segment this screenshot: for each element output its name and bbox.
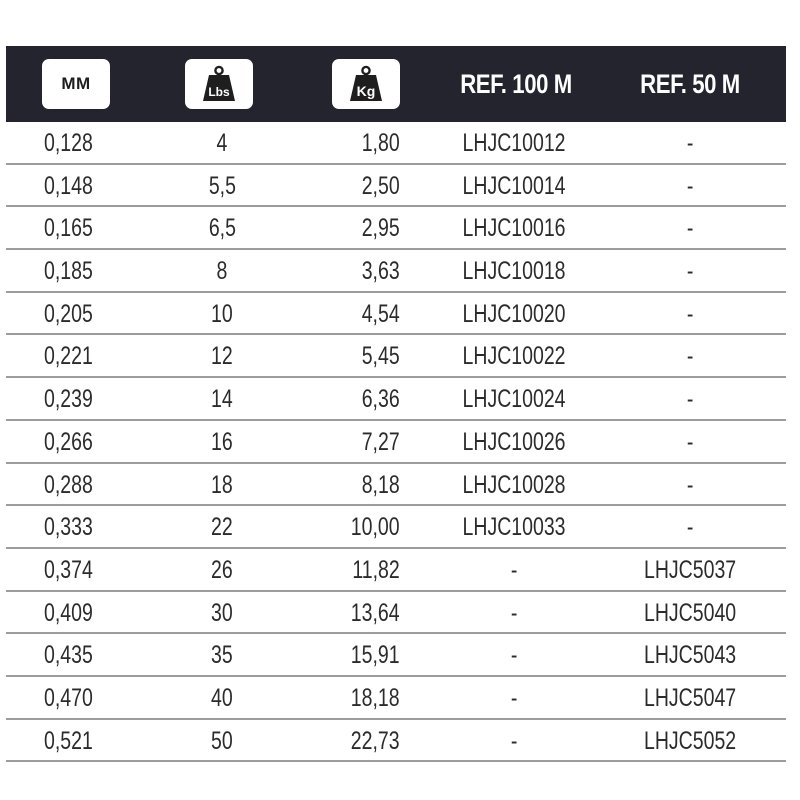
cell-ref-50m xyxy=(600,421,780,462)
cell-text: - xyxy=(686,129,694,157)
cell-ref-100m xyxy=(424,549,604,590)
cell-ref-100m xyxy=(424,592,604,633)
table-body xyxy=(6,122,786,762)
cell-strength-lbs xyxy=(172,293,272,334)
cell-text: 14 xyxy=(211,385,233,414)
table-row xyxy=(6,677,786,720)
cell-text: 0,148 xyxy=(44,171,93,200)
cell-ref-50m xyxy=(600,250,780,291)
table-row xyxy=(6,506,786,549)
cell-ref-50m xyxy=(600,165,780,206)
cell-text: 18,18 xyxy=(351,683,400,712)
cell-text: 50 xyxy=(211,726,233,755)
cell-text: 6,36 xyxy=(362,385,400,414)
cell-ref-100m xyxy=(424,506,604,547)
header-ref-100m: REF. 100 M xyxy=(460,69,572,99)
cell-strength-lbs xyxy=(172,677,272,718)
cell-ref-50m xyxy=(600,335,780,376)
table-row xyxy=(6,207,786,250)
cell-text: 8,18 xyxy=(362,470,400,499)
cell-text: - xyxy=(686,427,694,456)
cell-text: - xyxy=(686,299,694,328)
cell-diameter-mm xyxy=(44,592,124,633)
cell-text: 30 xyxy=(211,598,233,627)
cell-ref-50m xyxy=(600,207,780,248)
cell-strength-lbs xyxy=(172,592,272,633)
cell-text: LHJC5043 xyxy=(643,641,737,670)
table-row xyxy=(6,165,786,208)
header-ref-50m: REF. 50 M xyxy=(640,69,740,99)
table-header xyxy=(6,46,786,122)
cell-strength-kg xyxy=(300,549,400,590)
cell-ref-50m xyxy=(600,464,780,505)
table-row xyxy=(6,634,786,677)
cell-ref-50m xyxy=(600,122,780,163)
cell-text: 8 xyxy=(216,257,228,286)
cell-ref-100m xyxy=(424,421,604,462)
cell-text: LHJC10033 xyxy=(462,513,566,542)
lbs-icon-label: Lbs xyxy=(208,85,230,99)
cell-ref-50m xyxy=(600,720,780,761)
cell-text: LHJC5037 xyxy=(643,555,737,584)
table-row xyxy=(6,250,786,293)
cell-text: - xyxy=(686,214,694,243)
cell-text: 11,82 xyxy=(352,555,400,584)
cell-text: 0,185 xyxy=(44,257,93,286)
table-row xyxy=(6,464,786,507)
cell-strength-lbs xyxy=(172,335,272,376)
cell-strength-kg xyxy=(300,720,400,761)
cell-text: 26 xyxy=(211,555,233,584)
cell-diameter-mm xyxy=(44,506,124,547)
cell-ref-100m xyxy=(424,122,604,163)
cell-text: - xyxy=(510,555,518,584)
cell-text: 7,27 xyxy=(362,427,400,456)
cell-strength-lbs xyxy=(172,634,272,675)
cell-text: - xyxy=(686,257,694,286)
cell-text: 0,205 xyxy=(44,299,93,328)
cell-diameter-mm xyxy=(44,335,124,376)
cell-strength-lbs xyxy=(172,720,272,761)
cell-text: 16 xyxy=(211,427,233,456)
cell-text: 18 xyxy=(211,470,233,499)
cell-text: - xyxy=(686,171,694,200)
cell-diameter-mm xyxy=(44,165,124,206)
cell-strength-lbs xyxy=(172,421,272,462)
cell-ref-100m xyxy=(424,464,604,505)
cell-text: 15,91 xyxy=(351,641,400,670)
cell-diameter-mm xyxy=(44,378,124,419)
weight-lbs-icon xyxy=(199,64,239,104)
cell-strength-kg xyxy=(300,293,400,334)
cell-strength-lbs xyxy=(172,378,272,419)
cell-ref-100m xyxy=(424,335,604,376)
cell-ref-50m xyxy=(600,549,780,590)
header-lbs-badge xyxy=(185,59,253,109)
cell-strength-kg xyxy=(300,421,400,462)
cell-ref-50m xyxy=(600,677,780,718)
cell-text: 6,5 xyxy=(208,214,236,243)
cell-text: LHJC10016 xyxy=(462,214,566,243)
table-row xyxy=(6,122,786,165)
cell-text: 22,73 xyxy=(351,726,400,755)
cell-diameter-mm xyxy=(44,207,124,248)
cell-strength-kg xyxy=(300,634,400,675)
cell-text: LHJC10028 xyxy=(462,470,566,499)
cell-text: 0,221 xyxy=(44,342,93,371)
header-mm-badge xyxy=(42,59,110,109)
cell-text: LHJC10024 xyxy=(462,385,566,414)
cell-text: 0,470 xyxy=(44,683,93,712)
cell-text: 35 xyxy=(211,641,233,670)
cell-strength-kg xyxy=(300,335,400,376)
cell-diameter-mm xyxy=(44,720,124,761)
cell-ref-50m xyxy=(600,592,780,633)
cell-text: LHJC5052 xyxy=(643,726,737,755)
cell-text: 0,435 xyxy=(44,641,93,670)
cell-text: 0,266 xyxy=(44,427,93,456)
line-spec-table xyxy=(6,46,786,762)
cell-ref-100m xyxy=(424,720,604,761)
table-row xyxy=(6,421,786,464)
table-row xyxy=(6,592,786,635)
cell-text: 5,5 xyxy=(208,171,236,200)
cell-text: 0,128 xyxy=(44,129,93,157)
cell-text: LHJC5040 xyxy=(643,598,737,627)
cell-ref-100m xyxy=(424,250,604,291)
cell-text: 0,165 xyxy=(44,214,93,243)
cell-text: 1,80 xyxy=(362,129,400,157)
cell-text: - xyxy=(510,683,518,712)
cell-diameter-mm xyxy=(44,677,124,718)
cell-ref-50m xyxy=(600,293,780,334)
cell-strength-kg xyxy=(300,165,400,206)
cell-text: 22 xyxy=(211,513,233,542)
cell-text: 12 xyxy=(211,342,233,371)
table-row xyxy=(6,549,786,592)
cell-ref-50m xyxy=(600,378,780,419)
cell-diameter-mm xyxy=(44,549,124,590)
cell-strength-lbs xyxy=(172,464,272,505)
cell-ref-50m xyxy=(600,506,780,547)
cell-strength-kg xyxy=(300,464,400,505)
cell-ref-100m xyxy=(424,293,604,334)
cell-text: LHJC10020 xyxy=(462,299,566,328)
cell-text: LHJC10014 xyxy=(462,171,566,200)
cell-ref-50m xyxy=(600,634,780,675)
cell-diameter-mm xyxy=(44,293,124,334)
cell-diameter-mm xyxy=(44,421,124,462)
cell-strength-kg xyxy=(300,592,400,633)
cell-text: 4,54 xyxy=(362,299,400,328)
cell-text: - xyxy=(510,641,518,670)
cell-text: 3,63 xyxy=(362,257,400,286)
cell-ref-100m xyxy=(424,634,604,675)
cell-text: 0,409 xyxy=(44,598,93,627)
cell-text: 10,00 xyxy=(351,513,400,542)
cell-strength-kg xyxy=(300,677,400,718)
cell-strength-kg xyxy=(300,250,400,291)
cell-text: 2,50 xyxy=(362,171,400,200)
cell-text: - xyxy=(686,513,694,542)
cell-diameter-mm xyxy=(44,250,124,291)
cell-strength-kg xyxy=(300,122,400,163)
cell-strength-lbs xyxy=(172,122,272,163)
kg-icon-label: Kg xyxy=(356,83,376,99)
cell-ref-100m xyxy=(424,165,604,206)
cell-text: 2,95 xyxy=(362,214,400,243)
cell-strength-lbs xyxy=(172,165,272,206)
table-row xyxy=(6,335,786,378)
cell-text: LHJC10012 xyxy=(462,129,566,157)
cell-text: 0,239 xyxy=(44,385,93,414)
header-kg-badge xyxy=(332,59,400,109)
cell-text: 0,374 xyxy=(44,555,93,584)
cell-text: - xyxy=(686,342,694,371)
cell-ref-100m xyxy=(424,378,604,419)
cell-diameter-mm xyxy=(44,122,124,163)
cell-text: LHJC10018 xyxy=(462,257,566,286)
cell-text: 4 xyxy=(216,129,228,157)
cell-strength-lbs xyxy=(172,250,272,291)
cell-strength-lbs xyxy=(172,549,272,590)
weight-kg-icon xyxy=(346,64,386,104)
cell-text: - xyxy=(686,470,694,499)
cell-text: 0,288 xyxy=(44,470,93,499)
cell-strength-kg xyxy=(300,378,400,419)
table-row xyxy=(6,293,786,336)
cell-text: 13,64 xyxy=(351,598,400,627)
cell-text: LHJC10022 xyxy=(462,342,566,371)
cell-text: LHJC5047 xyxy=(643,683,737,712)
cell-diameter-mm xyxy=(44,634,124,675)
cell-strength-lbs xyxy=(172,506,272,547)
cell-text: 0,333 xyxy=(44,513,93,542)
cell-strength-lbs xyxy=(172,207,272,248)
cell-strength-kg xyxy=(300,506,400,547)
cell-strength-kg xyxy=(300,207,400,248)
cell-text: 5,45 xyxy=(362,342,400,371)
cell-text: - xyxy=(510,726,518,755)
cell-text: 0,521 xyxy=(44,726,93,755)
cell-text: 10 xyxy=(211,299,233,328)
cell-diameter-mm xyxy=(44,464,124,505)
cell-ref-100m xyxy=(424,677,604,718)
cell-text: 40 xyxy=(211,683,233,712)
cell-text: - xyxy=(510,598,518,627)
table-row xyxy=(6,720,786,763)
table-row xyxy=(6,378,786,421)
cell-ref-100m xyxy=(424,207,604,248)
cell-text: - xyxy=(686,385,694,414)
header-mm-label: MM xyxy=(61,74,91,93)
cell-text: LHJC10026 xyxy=(462,427,566,456)
